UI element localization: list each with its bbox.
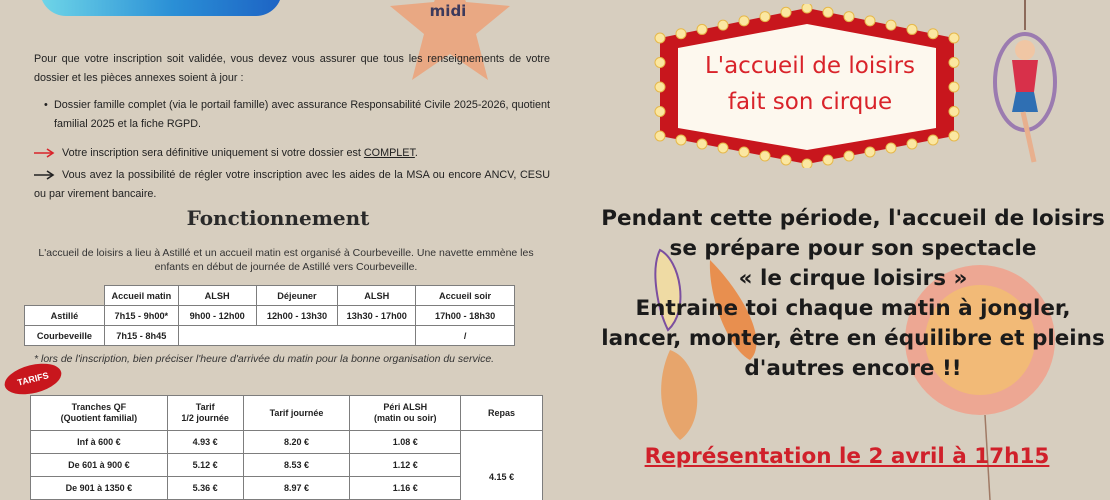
schedule-header-cell: Accueil soir [416,286,515,306]
schedule-header-cell: Déjeuner [256,286,338,306]
marquee-bulb [739,16,749,26]
requirements-bullet [44,96,550,134]
marquee-bulb [949,58,959,68]
program-line: d'autres encore !! [744,356,962,381]
schedule-row [25,326,515,346]
marquee-bulb [844,12,854,22]
marquee-bulb [655,58,665,68]
marquee-bulb [718,20,728,30]
schedule-header-row [25,286,515,306]
program-line: « le cirque loisirs » [738,266,968,291]
notice-payment-text: Vous avez la possibilité de régler votre inscription avec les aides de la MSA ou encore ANCV, CESU ou par virement bancaire. [34,169,550,200]
schedule-footnote: * lors de l'inscription, bien préciser l'heure d'arrivée du matin pour la bonne organisation du service. [34,353,495,365]
marquee-bulb [760,151,770,161]
schedule-site-cell: Astillé [25,306,105,326]
marquee-bulb [907,139,917,149]
marquee-bulb [865,16,875,26]
tarifs-row [31,431,543,454]
intro-paragraph: Pour que votre inscription soit validée, vous devez vous assurer que tous les renseignements de votre dossier et les pièces annexes soient à jour : [34,53,550,84]
red-arrow-icon [34,148,56,158]
sign-title [676,48,944,120]
tarifs-cell: 4.93 € [167,431,243,454]
notice-complete [34,144,550,163]
notice-complete-end: . [414,147,418,159]
tarifs-cell: 8.97 € [243,477,350,500]
sign-title-line: L'accueil de loisirs [704,53,916,79]
bullet-dot-icon: • [44,99,48,111]
marquee-bulb [781,7,791,17]
tarifs-qf-cell: De 901 à 1350 € [31,477,168,500]
marquee-bulb [739,147,749,157]
marquee-bulb [718,143,728,153]
acrobat-hoop-icon [990,0,1060,170]
star-label: midi [429,2,467,20]
marquee-bulb [928,29,938,39]
tarifs-cell: 8.20 € [243,431,350,454]
marquee-bulb [823,7,833,17]
tarifs-qf-cell: Inf à 600 € [31,431,168,454]
marquee-bulb [655,131,665,141]
tarifs-table [30,395,543,500]
marquee-bulb [802,159,812,168]
sign-title-line: fait son cirque [727,89,893,115]
program-line: se prépare pour son spectacle [669,236,1037,261]
schedule-row [25,306,515,326]
marquee-bulb [949,82,959,92]
notice-complete-keyword: COMPLET [363,147,415,159]
bullet-text: Dossier famille complet (via le portail famille) avec assurance Responsabilité Civile 2025-2026, quotient familial 2025 et la fiche RGPD. [54,99,550,130]
marquee-bulb [949,107,959,117]
fonctionnement-description: L'accueil de loisirs a lieu à Astillé et un accueil matin est organisé à Courbeveille. Une navette emmène les enfants en début de journée de Astillé vers Courbeveille. [38,247,534,273]
marquee-bulb [676,135,686,145]
schedule-header-cell: Accueil matin [104,286,178,306]
program-line: Pendant cette période, l'accueil de loisirs [601,206,1105,231]
schedule-cell: 17h00 - 18h30 [416,306,515,326]
marquee-bulb [655,82,665,92]
schedule-table [24,285,515,346]
black-arrow-icon [34,170,56,180]
marquee-bulb [823,155,833,165]
marquee-bulb [844,151,854,161]
fonctionnement-heading: Fonctionnement [186,206,370,230]
tarifs-header-cell: Repas [461,396,543,431]
marquee-bulb [697,139,707,149]
tarifs-cell: 1.08 € [350,431,461,454]
marquee-bulb [697,24,707,34]
schedule-cell: 9h00 - 12h00 [178,306,256,326]
schedule-corner-cell [25,286,105,306]
marquee-bulb [655,33,665,43]
tarifs-header-cell: Tarif 1/2 journée [167,396,243,431]
schedule-cell: 13h30 - 17h00 [338,306,416,326]
representation-date: Représentation le 2 avril à 17h15 [644,444,1050,469]
schedule-cell: 7h15 - 9h00* [104,306,178,326]
schedule-site-cell: Courbeveille [25,326,105,346]
tarifs-header-cell: Péri ALSH (matin ou soir) [350,396,461,431]
marquee-bulb [802,4,812,13]
tarifs-badge: TARIFS [1,358,64,399]
program-description [588,204,1110,384]
marquee-bulb [907,24,917,34]
tarifs-cell: 1.12 € [350,454,461,477]
program-line: lancer, monter, être en équilibre et pleins [601,326,1105,351]
tarifs-cell: 8.53 € [243,454,350,477]
tarifs-cell: 5.12 € [167,454,243,477]
marquee-bulb [886,20,896,30]
marquee-bulb [949,33,959,43]
decorative-blue-banner [40,0,282,16]
marquee-bulb [928,135,938,145]
tarifs-header-row [31,396,543,431]
tarifs-header-cell: Tranches QF (Quotient familial) [31,396,168,431]
tarifs-repas-cell: 4.15 € [461,431,543,500]
schedule-cell: 12h00 - 13h30 [256,306,338,326]
tarifs-cell: 1.16 € [350,477,461,500]
marquee-bulb [865,147,875,157]
schedule-cell: 7h15 - 8h45 [104,326,178,346]
schedule-header-cell: ALSH [178,286,256,306]
marquee-bulb [949,131,959,141]
tarifs-cell: 5.36 € [167,477,243,500]
schedule-header-cell: ALSH [338,286,416,306]
tarifs-header-cell: Tarif journée [243,396,350,431]
tarifs-qf-cell: De 601 à 900 € [31,454,168,477]
notice-payment [34,166,550,204]
notice-complete-text: Votre inscription sera définitive uniquement si votre dossier est [62,147,364,159]
program-line: Entraine toi chaque matin à jongler, [635,296,1071,321]
marquee-bulb [655,107,665,117]
schedule-cell: / [416,326,515,346]
schedule-cell [178,326,415,346]
marquee-bulb [760,12,770,22]
marquee-bulb [781,155,791,165]
marquee-bulb [676,29,686,39]
marquee-bulb [886,143,896,153]
